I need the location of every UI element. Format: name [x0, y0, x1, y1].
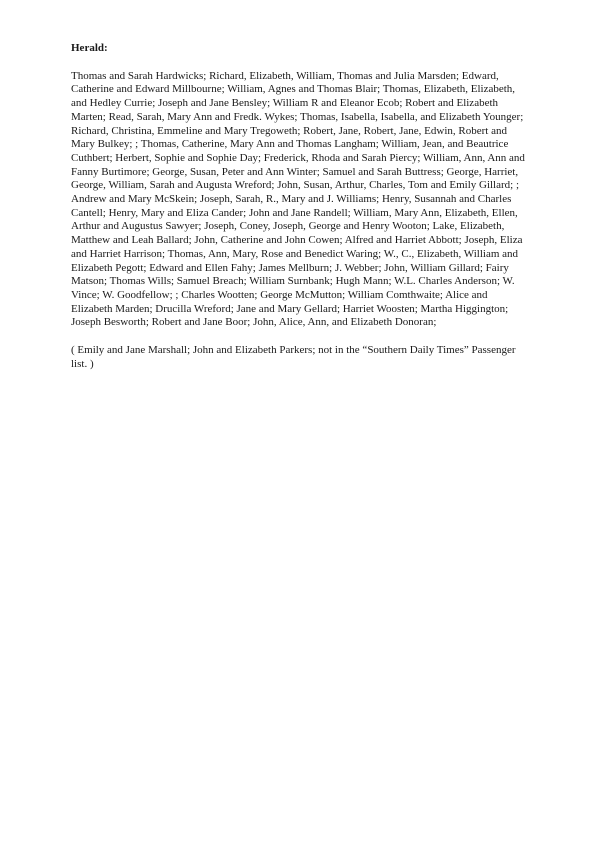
note-paragraph: ( Emily and Jane Marshall; John and Elizabeth Parkers; not in the “Southern Daily Times” Passenger list. ) — [71, 344, 516, 370]
passenger-list-paragraph: Thomas and Sarah Hardwicks; Richard, Elizabeth, William, Thomas and Julia Marsden; Edward, Catherine and Edward Millbourne; William, Agnes and Thomas Blair; Thomas, Elizabeth, Elizabeth, and Hedley Currie; Joseph and Jane Bensley; William R and Eleanor Ecob; Robert and Elizabeth Marten; Read, Sarah, Mary Ann and Fredk. Wykes; Thomas, Isabella, Isabella, and Elizabeth Younger; Richard, Christina, Emmeline and Mary Tregoweth; Robert, Jane, Robert, Jane, Edwin, Robert and Mary Bulkey; ; Thomas, Catherine, Mary Ann and Thomas Langham; William, Jean, and Beautrice Cuthbert; Herbert, Sophie and Sophie Day; Frederick, Rhoda and Sarah Piercy; William, Ann, Ann and Fanny Burtimore; George, Susan, Peter and Ann Winter; Samuel and Sarah Buttress; George, Harriet, George, William, Sarah and Augusta Wreford; John, Susan, Arthur, Charles, Tom and Emily Gillard; ; Andrew and Mary McSkein; Joseph, Sarah, R., Mary and J. Williams; Henry, Susannah and Charles Cantell; Henry, Mary and Eliza Cander; John and Jane Randell; William, Mary Ann, Elizabeth, Ellen, Arthur and Augustus Sawyer; Joseph, Coney, Joseph, George and Henry Wooton; Lake, Elizabeth, Matthew and Leah Ballard; John, Catherine and John Cowen; Alfred and Harriet Abbott; Joseph, Eliza and Harriet Harrison; Thomas, Ann, Mary, Rose and Benedict Waring; W., C., Elizabeth, William and Elizabeth Pegott; Edward and Ellen Fahy; James Mellburn; J. Webber; John, William Gillard; Fairy Matson; Thomas Wills; Samuel Breach; William Surnbank; Hugh Mann; W.L. Charles Anderson; W. Vince; W. Goodfellow; ; Charles Wootten; George McMutton; William Comthwaite; Alice and Elizabeth Marden; Drucilla Wreford; Jane and Mary Gellard; Harriet Woosten; Martha Higgington; Joseph Besworth; Robert and Jane Boor; John, Alice, Ann, and Elizabeth Donoran; — [71, 69, 525, 329]
document-body — [71, 42, 529, 371]
document-heading: Herald: — [71, 42, 108, 54]
